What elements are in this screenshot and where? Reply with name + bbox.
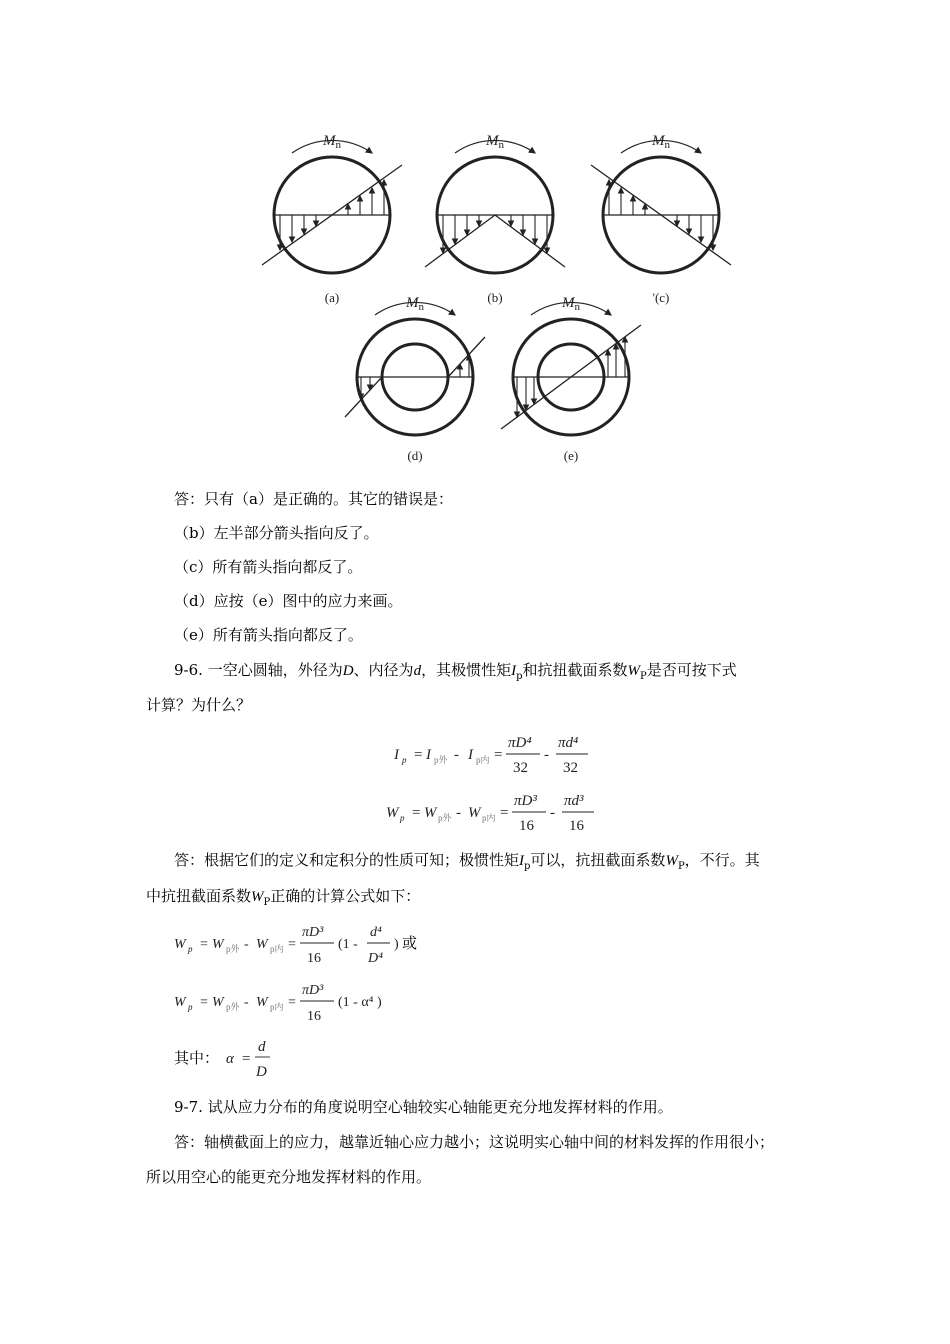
answer-intro: 答：只有（a）是正确的。其它的错误是： xyxy=(174,490,453,508)
moment-label-e: $M_n$ xyxy=(562,295,580,313)
svg-text:W: W xyxy=(256,937,268,952)
svg-text:=: = xyxy=(500,805,509,821)
svg-text:=: = xyxy=(288,995,296,1010)
circle-c xyxy=(591,140,731,273)
svg-text:p外: p外 xyxy=(226,1002,240,1012)
stress-distribution-figure xyxy=(255,115,735,470)
svg-text:-: - xyxy=(244,995,249,1010)
equation-Wp-correct-2 xyxy=(174,976,434,1035)
ans96-line2-b: 正确的计算公式如下： xyxy=(270,887,421,905)
svg-text:=: = xyxy=(494,747,503,763)
eq2-den2: 16 xyxy=(569,818,584,834)
question-9-6-line1 xyxy=(174,659,737,688)
caption-c: '(c) xyxy=(652,290,670,305)
ans96-line2-Wp: W xyxy=(251,889,264,905)
eq2-num2: πd³ xyxy=(564,793,584,809)
answer-item-e: （e）所有箭头指向都反了。 xyxy=(174,626,363,644)
eq3-num1: πD³ xyxy=(302,925,324,940)
caption-a: (a) xyxy=(324,290,340,305)
answer-9-7-line2: 所以用空心的能更充分地发挥材料的作用。 xyxy=(146,1168,432,1186)
eq2-lhs-sub: p xyxy=(400,813,405,823)
moment-label-c: $M_n$ xyxy=(652,133,670,151)
svg-text:-: - xyxy=(244,937,249,952)
svg-text:W: W xyxy=(212,995,224,1010)
svg-text:=: = xyxy=(288,937,296,952)
eq3-paren-close: ) xyxy=(394,937,399,952)
svg-text:p: p xyxy=(188,944,193,954)
eq2-t1-sub: p外 xyxy=(438,813,452,823)
answer-9-6-line2 xyxy=(146,885,420,914)
q96-text-c: ，其极惯性矩 xyxy=(421,661,512,679)
svg-text:p: p xyxy=(188,1002,193,1012)
q96-text-a: 9-6. 一空心圆轴，外径为 xyxy=(174,661,343,679)
ans96-Wp-sub: P xyxy=(677,861,685,872)
where-label: 其中： xyxy=(174,1049,220,1067)
eq3-paren-open: (1 - xyxy=(338,937,358,952)
q96-text-f: 是否可按下式 xyxy=(646,661,737,679)
eq2-minus: - xyxy=(456,805,461,821)
eq4-num1: πD³ xyxy=(302,983,324,998)
q96-D: D xyxy=(342,663,354,679)
eq1-num1: πD⁴ xyxy=(508,735,532,751)
svg-text:=: = xyxy=(412,805,421,821)
eq4-tail: (1 - α⁴ ) xyxy=(338,995,382,1010)
moment-label-d: $M_n$ xyxy=(406,295,424,313)
ans96-text-c: ，不行。其 xyxy=(684,851,760,869)
ans96-Ip: I xyxy=(519,853,525,869)
eq2-num1: πD³ xyxy=(514,793,537,809)
svg-text:W: W xyxy=(256,995,268,1010)
answer-9-7-line1: 答：轴横截面上的应力，越靠近轴心应力越小；这说明实心轴中间的材料发挥的作用很小； xyxy=(174,1133,775,1151)
q96-text-b: 、内径为 xyxy=(353,661,414,679)
moment-label-b: $M_n$ xyxy=(486,133,504,151)
answer-item-b: （b）左半部分箭头指向反了。 xyxy=(174,524,379,542)
q96-Wp-sub: P xyxy=(640,671,647,682)
circle-a xyxy=(262,140,402,273)
svg-text:=: = xyxy=(200,995,208,1010)
svg-text:W: W xyxy=(212,937,224,952)
question-9-7: 9-7. 试从应力分布的角度说明空心轴较实心轴能更充分地发挥材料的作用。 xyxy=(174,1098,673,1116)
svg-text:-: - xyxy=(544,747,549,763)
eq1-t1-sub: p外 xyxy=(434,755,448,765)
eq2-t2-sub: p内 xyxy=(482,813,496,823)
eq2-den1: 16 xyxy=(519,818,534,834)
caption-b: (b) xyxy=(487,290,503,305)
eq3-num2: d⁴ xyxy=(370,925,382,940)
question-9-6-line2: 计算？为什么？ xyxy=(146,696,252,714)
answer-item-c: （c）所有箭头指向都反了。 xyxy=(174,558,363,576)
svg-text:W: W xyxy=(174,937,186,952)
eq2-t1: W xyxy=(424,805,437,821)
q96-Ip-sub: p xyxy=(516,671,523,682)
equation-Wp-correct-1 xyxy=(174,918,434,977)
or-text: 或 xyxy=(402,934,418,952)
ans96-text-a: 答：根据它们的定义和定积分的性质可知；极惯性矩 xyxy=(174,851,520,869)
svg-text:p外: p外 xyxy=(226,944,240,954)
circle-d xyxy=(345,302,485,435)
equation-alpha xyxy=(222,1036,292,1091)
eq3-den2: D⁴ xyxy=(368,951,383,966)
eq1-lhs-sub: p xyxy=(402,755,407,765)
caption-d: (d) xyxy=(407,448,423,463)
eq1-den2: 32 xyxy=(563,760,578,776)
equation-Ip xyxy=(392,730,622,785)
equation-Wp xyxy=(384,788,624,843)
eq1-lhs: I xyxy=(394,747,399,763)
circle-e xyxy=(501,302,641,435)
eq1-num2: πd⁴ xyxy=(558,735,579,751)
eq3-den1: 16 xyxy=(307,951,321,966)
ans96-Wp: W xyxy=(665,853,678,869)
eq2-lhs: W xyxy=(386,805,399,821)
q96-Ip: I xyxy=(511,663,517,679)
eq1-t1: I xyxy=(426,747,431,763)
eq1-t2: I xyxy=(468,747,473,763)
eq1-t2-sub: p内 xyxy=(476,755,490,765)
ans96-text-b: 可以，抗扭截面系数 xyxy=(530,851,666,869)
eq2-t2: W xyxy=(468,805,481,821)
svg-text:W: W xyxy=(174,995,186,1010)
ans96-line2-a: 中抗扭截面系数 xyxy=(146,887,252,905)
circle-b xyxy=(425,140,565,273)
moment-label-a: $M_n$ xyxy=(323,133,341,151)
svg-text:=: = xyxy=(242,1051,251,1067)
q96-Wp: W xyxy=(627,663,640,679)
ans96-Ip-sub: p xyxy=(524,861,531,872)
eq5-num: d xyxy=(258,1039,266,1055)
eq5-den: D xyxy=(256,1064,267,1080)
svg-text:=: = xyxy=(200,937,208,952)
ans96-line2-Wp-sub: P xyxy=(263,897,271,908)
eq1-den1: 32 xyxy=(513,760,528,776)
eq5-lhs: α xyxy=(226,1051,234,1067)
svg-text:=: = xyxy=(414,747,423,763)
svg-text:p内: p内 xyxy=(270,944,284,954)
caption-e: (e) xyxy=(563,448,579,463)
answer-item-d: （d）应按（e）图中的应力来画。 xyxy=(174,592,403,610)
eq4-den1: 16 xyxy=(307,1009,321,1024)
svg-text:p内: p内 xyxy=(270,1002,284,1012)
answer-9-6-line1 xyxy=(174,849,760,878)
svg-text:-: - xyxy=(550,805,555,821)
eq1-minus: - xyxy=(454,747,459,763)
q96-text-e: 和抗扭截面系数 xyxy=(522,661,628,679)
q96-d: d xyxy=(413,663,422,679)
